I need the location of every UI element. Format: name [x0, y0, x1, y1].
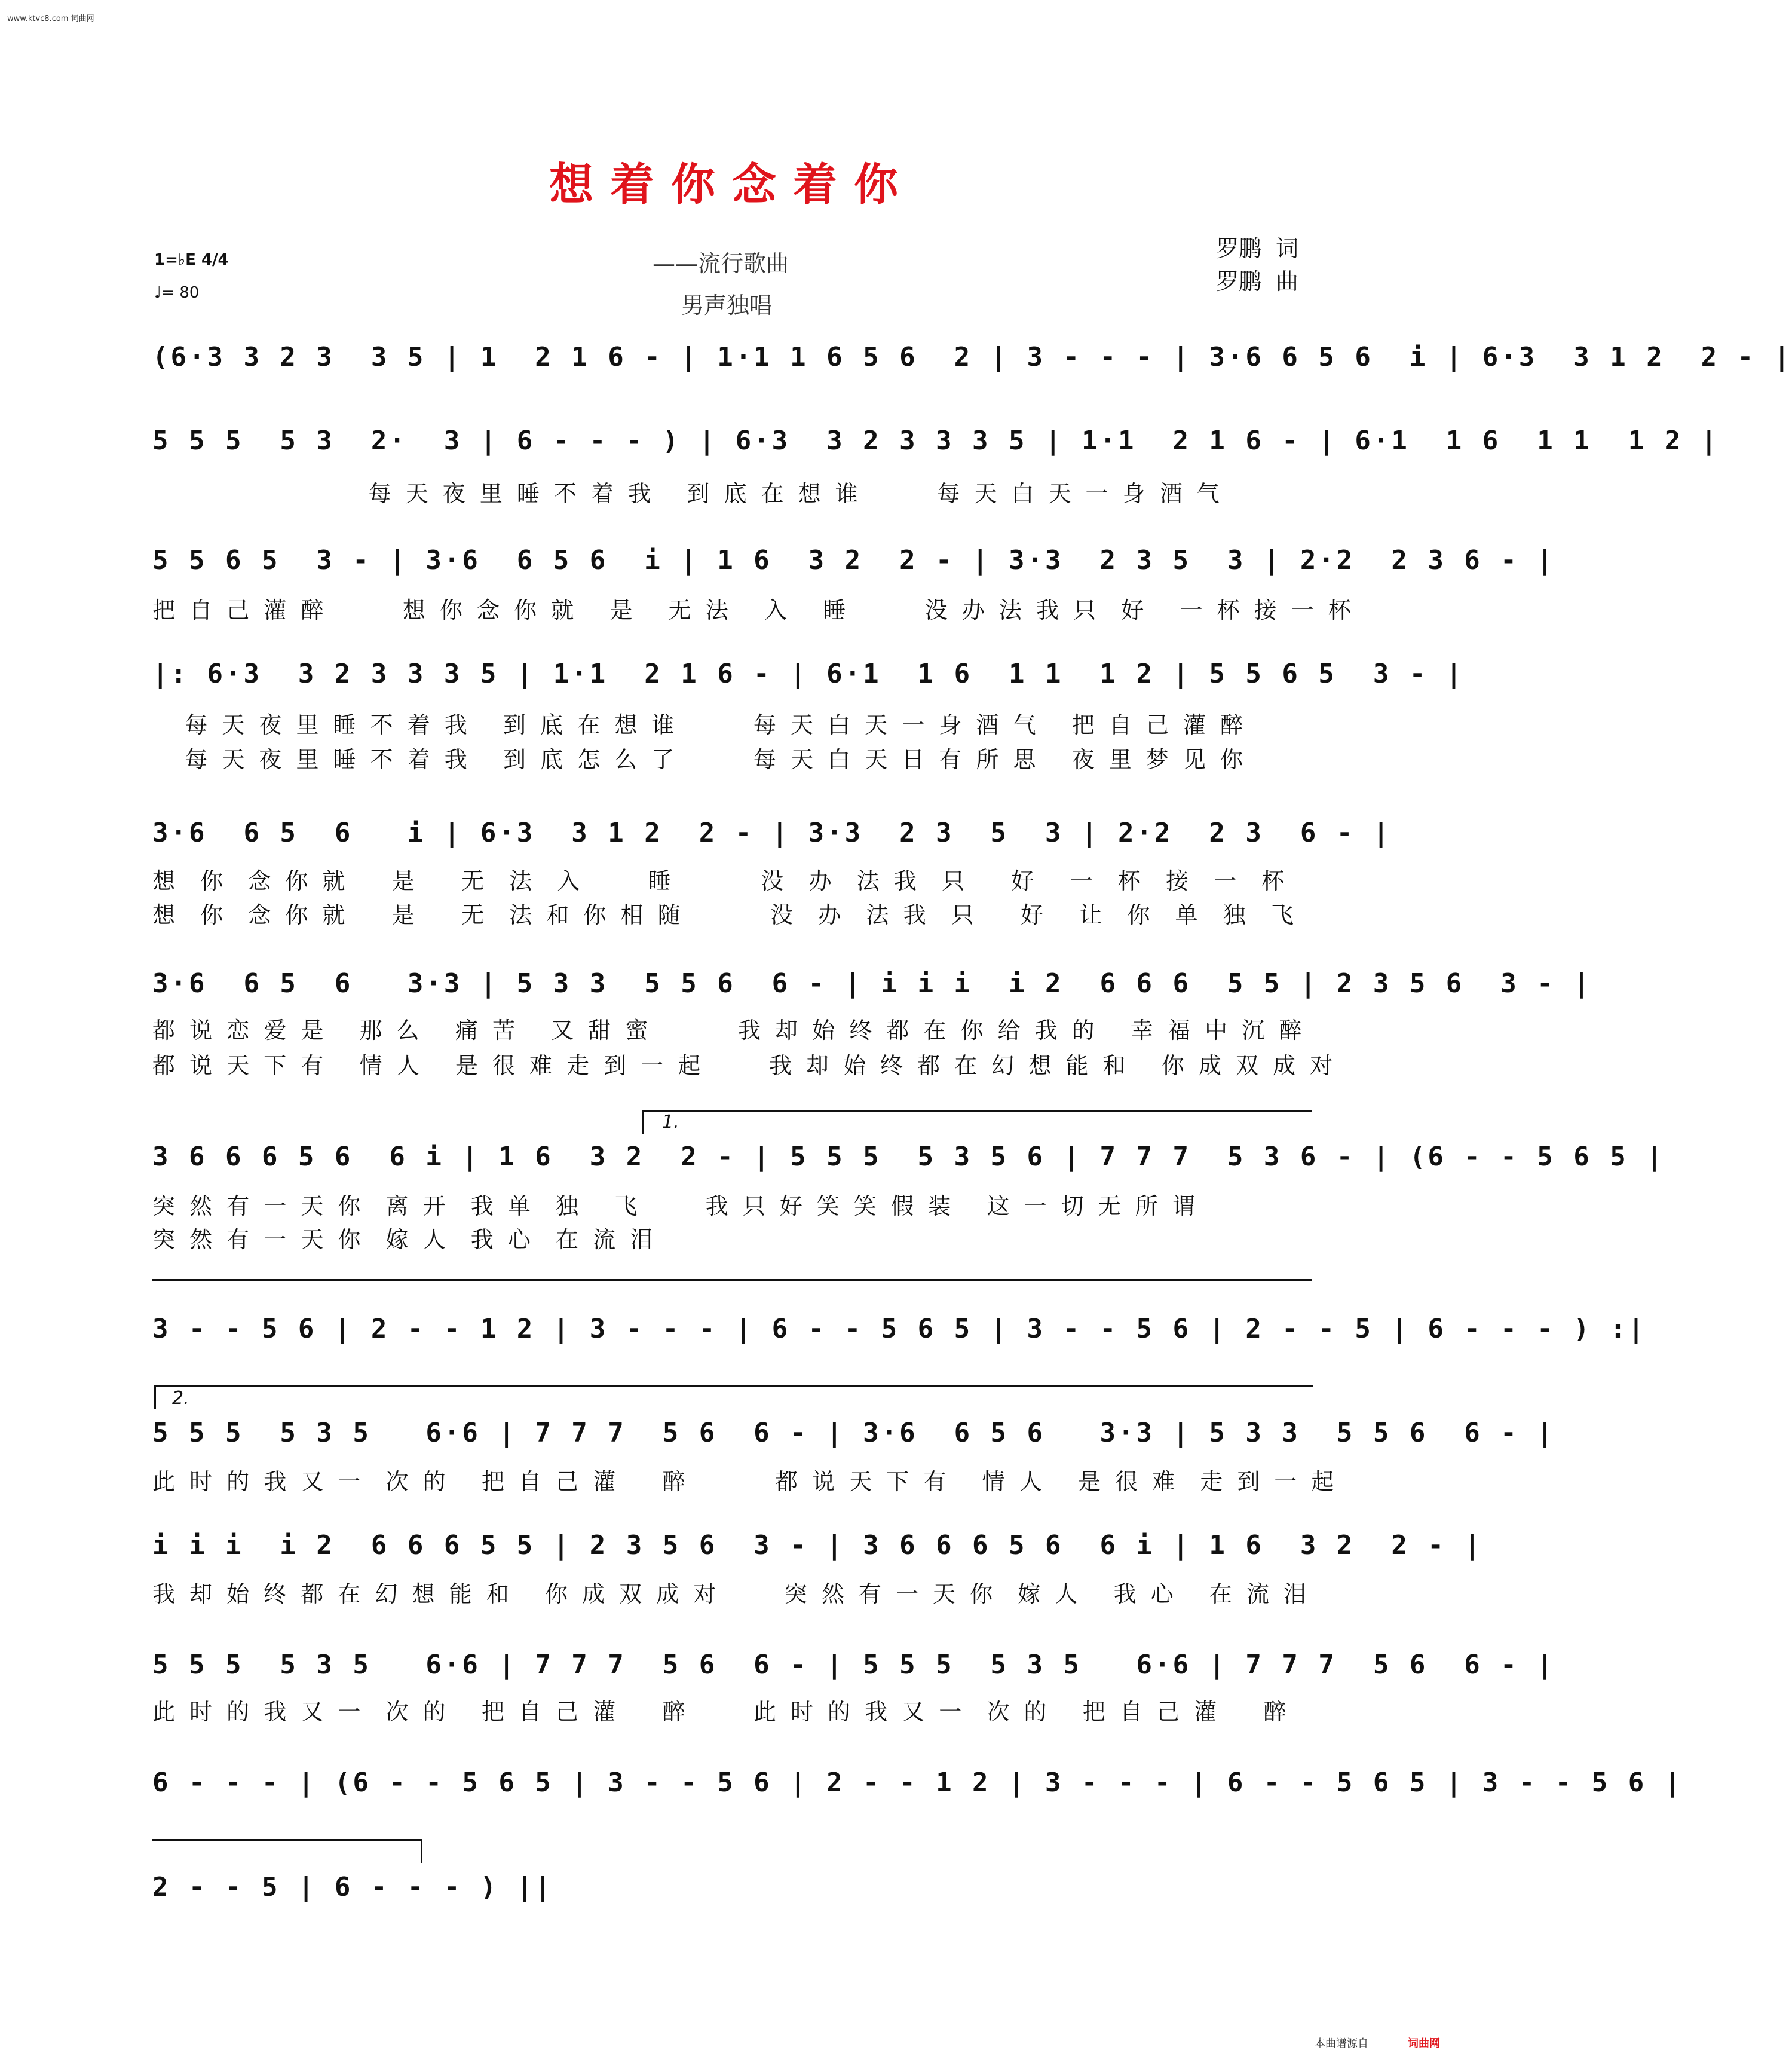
voice-label: 男声独唱: [681, 292, 773, 319]
key-signature: 1=♭E 4/4: [154, 251, 229, 269]
score-row-11-lyrics-1: 此 时 的 我 又 一 次 的 把 自 己 灌 醉 此 时 的 我 又 一 次 的 把 自 己 灌 醉: [152, 1699, 1290, 1725]
genre-label: ——流行歌曲: [653, 250, 789, 277]
score-row-6-notes: 3·6 6 5 6 3·3 | 5 3 3 5 5 6 6 - | i i i i 2 6 6 6 5 5 | 2 3 5 6 3 - |: [152, 968, 1592, 999]
score-row-5-lyrics-1: 想 你 念 你 就 是 无 法 入 睡 没 办 法 我 只 好 一 杯 接 一 杯: [152, 868, 1288, 894]
score-row-9-lyrics-1: 此 时 的 我 又 一 次 的 把 自 己 灌 醉 都 说 天 下 有 情 人 是 很 难 走 到 一 起: [152, 1468, 1338, 1495]
score-row-6-lyrics-2: 都 说 天 下 有 情 人 是 很 难 走 到 一 起 我 却 始 终 都 在 幻 想 能 和 你 成 双 成 对: [152, 1053, 1337, 1079]
score-row-10-notes: i i i i 2 6 6 6 5 5 | 2 3 5 6 3 - | 3 6 6 6 5 6 6 i | 1 6 3 2 2 - |: [152, 1530, 1482, 1561]
volta-2-bracket-hook: [154, 1385, 156, 1409]
score-row-4-notes: |: 6·3 3 2 3 3 3 5 | 1·1 2 1 6 - | 6·1 1 6 1 1 1 2 | 5 5 6 5 3 - |: [152, 659, 1465, 689]
final-bracket: [152, 1839, 422, 1841]
score-row-11-notes: 5 5 5 5 3 5 6·6 | 7 7 7 5 6 6 - | 5 5 5 5 3 5 6·6 | 7 7 7 5 6 6 - |: [152, 1650, 1555, 1680]
score-row-12-notes: 6 - - - | (6 - - 5 6 5 | 3 - - 5 6 | 2 - - 1 2 | 3 - - - | 6 - - 5 6 5 | 3 - - 5 6 |: [152, 1767, 1683, 1798]
score-row-4-lyrics-1: 每 天 夜 里 睡 不 着 我 到 底 在 想 谁 每 天 白 天 一 身 酒 气 把 自 己 灌 醉: [152, 712, 1247, 738]
volta-1-bracket: [642, 1110, 1312, 1112]
tempo-mark: ♩= 80: [154, 284, 200, 302]
site-url: www.ktvc8.com 词曲网: [7, 14, 94, 23]
footer-source-label: 本曲谱源自: [1315, 2037, 1368, 2050]
volta-2-label: 2.: [172, 1388, 189, 1409]
volta-1-continuation: [152, 1279, 1312, 1281]
score-row-7-lyrics-1: 突 然 有 一 天 你 离 开 我 单 独 飞 我 只 好 笑 笑 假 装 这 一 切 无 所 谓: [152, 1193, 1199, 1219]
score-row-7-lyrics-2: 突 然 有 一 天 你 嫁 人 我 心 在 流 泪: [152, 1226, 657, 1253]
composer-credit: 罗鹏 曲: [1216, 268, 1299, 295]
score-row-3-notes: 5 5 6 5 3 - | 3·6 6 5 6 i | 1 6 3 2 2 - | 3·3 2 3 5 3 | 2·2 2 3 6 - |: [152, 545, 1555, 576]
score-row-5-lyrics-2: 想 你 念 你 就 是 无 法 和 你 相 随 没 办 法 我 只 好 让 你 单 独 飞: [152, 902, 1297, 928]
score-row-1-notes: (6·3 3 2 3 3 5 | 1 2 1 6 - | 1·1 1 6 5 6 2 | 3 - - - | 3·6 6 5 6 i | 6·3 3 1 2 2 - |: [152, 342, 1792, 372]
score-row-13-notes: 2 - - 5 | 6 - - - ) ||: [152, 1872, 553, 1902]
footer-site-logo[interactable]: 词曲网: [1408, 2037, 1440, 2050]
volta-1-bracket-hook: [642, 1110, 644, 1134]
score-row-6-lyrics-1: 都 说 恋 爱 是 那 么 痛 苦 又 甜 蜜 我 却 始 终 都 在 你 给 我 的 幸 福 中 沉 醉: [152, 1017, 1306, 1044]
score-row-10-lyrics-1: 我 却 始 终 都 在 幻 想 能 和 你 成 双 成 对 突 然 有 一 天 你 嫁 人 我 心 在 流 泪: [152, 1581, 1310, 1607]
score-row-8-notes: 3 - - 5 6 | 2 - - 1 2 | 3 - - - | 6 - - 5 6 5 | 3 - - 5 6 | 2 - - 5 | 6 - - - ) :|: [152, 1314, 1647, 1344]
final-bracket-hook: [421, 1839, 422, 1863]
score-row-2-lyrics-1: 每 天 夜 里 睡 不 着 我 到 底 在 想 谁 每 天 白 天 一 身 酒 气: [152, 481, 1223, 507]
score-row-2-notes: 5 5 5 5 3 2· 3 | 6 - - - ) | 6·3 3 2 3 3 3 5 | 1·1 2 1 6 - | 6·1 1 6 1 1 1 2 |: [152, 426, 1720, 456]
score-row-3-lyrics-1: 把 自 己 灌 醉 想 你 念 你 就 是 无 法 入 睡 没 办 法 我 只 好 一 杯 接 一 杯: [152, 597, 1355, 623]
song-title: 想着你念着你: [549, 159, 915, 210]
score-row-4-lyrics-2: 每 天 夜 里 睡 不 着 我 到 底 怎 么 了 每 天 白 天 日 有 所 思 夜 里 梦 见 你: [152, 746, 1247, 773]
volta-1-label: 1.: [662, 1112, 679, 1133]
volta-2-bracket: [154, 1385, 1313, 1387]
score-row-5-notes: 3·6 6 5 6 i | 6·3 3 1 2 2 - | 3·3 2 3 5 3 | 2·2 2 3 6 - |: [152, 818, 1392, 848]
score-row-7-notes: 3 6 6 6 5 6 6 i | 1 6 3 2 2 - | 5 5 5 5 3 5 6 | 7 7 7 5 3 6 - | (6 - - 5 6 5 |: [152, 1142, 1665, 1172]
lyricist-credit: 罗鹏 词: [1216, 235, 1299, 262]
score-row-9-notes: 5 5 5 5 3 5 6·6 | 7 7 7 5 6 6 - | 3·6 6 5 6 3·3 | 5 3 3 5 5 6 6 - |: [152, 1418, 1555, 1448]
